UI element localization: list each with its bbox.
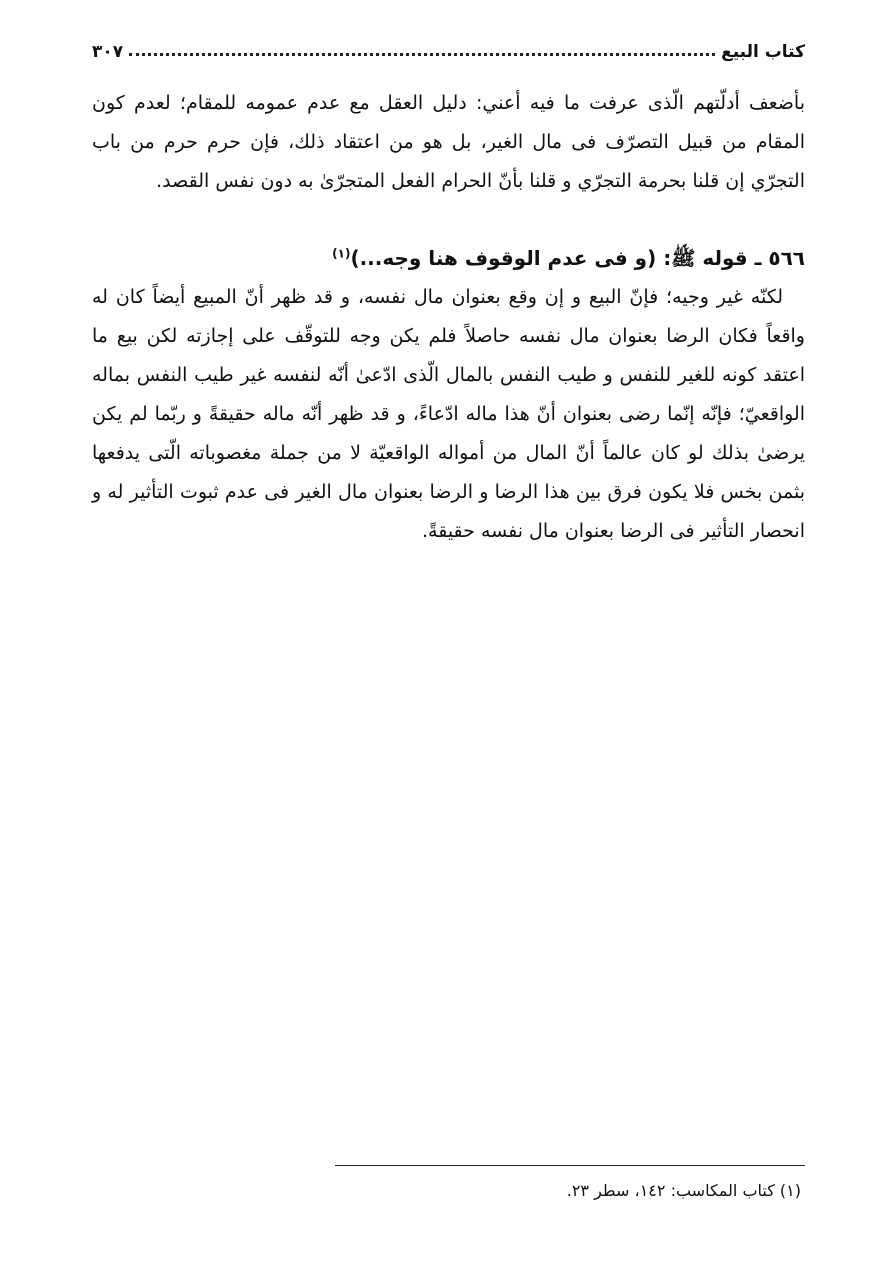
dot-leader xyxy=(129,53,715,56)
book-title: كتاب البيع xyxy=(721,42,805,62)
page-number: ٣٠٧ xyxy=(92,42,124,62)
footnote: (١) كتاب المكاسب: ١٤٢، سطر ٢٣. xyxy=(566,1181,801,1200)
section-heading-text: ٥٦٦ ـ قوله ﷺ: (و فى عدم الوقوف هنا وجه...) xyxy=(350,246,805,270)
main-text xyxy=(92,84,805,551)
section-heading xyxy=(92,239,805,278)
footnote-divider xyxy=(335,1165,805,1166)
paragraph-2: لكنّه غير وجيه؛ فإنّ البيع و إن وقع بعنوان مال نفسه، و قد ظهر أنّ المبيع أيضاً كان له واقعاً فكان الرضا بعنوان مال نفسه حاصلاً فلم يكن وجه للتوقّف على إجازته لكن بيع ما اعتقد كونه للغير للنفس و طيب النفس بالمال الّذى ادّعىٰ أنّه لنفسه غير طيب النفس بماله الواقعيّ؛ فإنّه إنّما رضى بعنوان أنّ هذا ماله ادّعاءً، و قد ظهر أنّه ماله حقيقةً و ربّما لم يكن يرضىٰ بذلك لو كان عالماً أنّ المال من أمواله الواقعيّة لا من جملة مغصوباته الّتى يدفعها بثمن بخس فلا يكون فرق بين هذا الرضا و الرضا بعنوان مال الغير فى عدم ثبوت التأثير له و انحصار التأثير فى الرضا بعنوان مال نفسه حقيقةً. xyxy=(92,286,805,542)
footnote-reference[interactable]: (١) xyxy=(332,246,351,261)
paragraph-1: بأضعف أدلّتهم الّذى عرفت ما فيه أعني: دليل العقل مع عدم عمومه للمقام؛ لعدم كون المقام من قبيل التصرّف فى مال الغير، بل هو من اعتقاد ذلك، فإن حرم حرم من باب التجرّي إن قلنا بحرمة التجرّي و قلنا بأنّ الحرام الفعل المتجرّىٰ به دون نفس القصد. xyxy=(92,92,805,192)
running-header xyxy=(92,30,805,62)
